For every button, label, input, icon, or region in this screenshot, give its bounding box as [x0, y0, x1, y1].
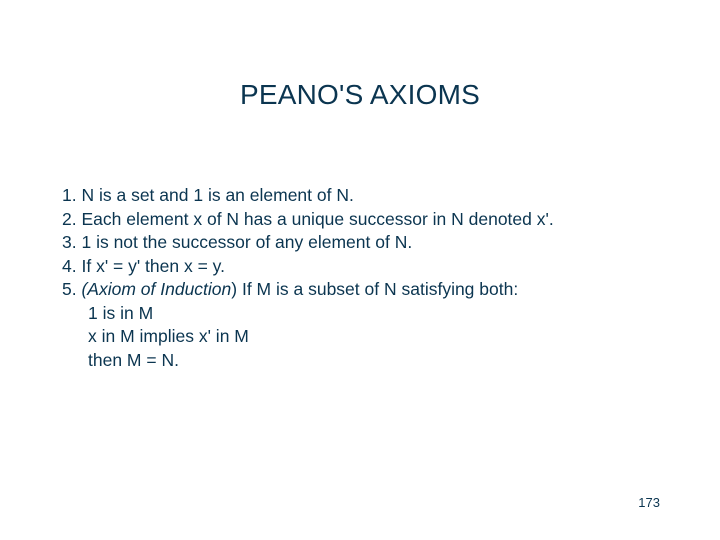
axiom-list	[62, 184, 554, 372]
axiom-paren-close: )	[231, 279, 238, 299]
axiom-text: If x' = y' then x = y.	[81, 255, 225, 276]
induction-condition: x in M implies x' in M	[88, 326, 249, 346]
induction-condition: 1 is in M	[88, 302, 154, 323]
axiom-item	[62, 278, 554, 302]
axiom-emphasis: (Axiom of Induction	[81, 279, 232, 299]
axiom-text: Each element x of N has a unique successor in N denoted x'.	[81, 208, 554, 229]
axiom-text: N is a set and 1 is an element of N.	[81, 185, 354, 205]
induction-conclusion: then M = N.	[88, 349, 179, 370]
axiom-text: 1 is not the successor of any element of N.	[81, 232, 413, 252]
page-number: 173	[638, 495, 660, 510]
axiom-number: 3.	[62, 232, 77, 252]
axiom-item	[62, 231, 554, 255]
axiom-item	[62, 208, 554, 232]
axiom-text: If M is a subset of N satisfying both:	[237, 279, 519, 299]
axiom-number: 5.	[62, 279, 77, 299]
axiom-number: 1.	[62, 185, 77, 205]
axiom-number: 2.	[62, 208, 77, 229]
axiom-item	[62, 184, 554, 208]
axiom-number: 4.	[62, 255, 77, 276]
slide-title: PEANO'S AXIOMS	[240, 79, 480, 110]
axiom-item	[62, 255, 554, 279]
